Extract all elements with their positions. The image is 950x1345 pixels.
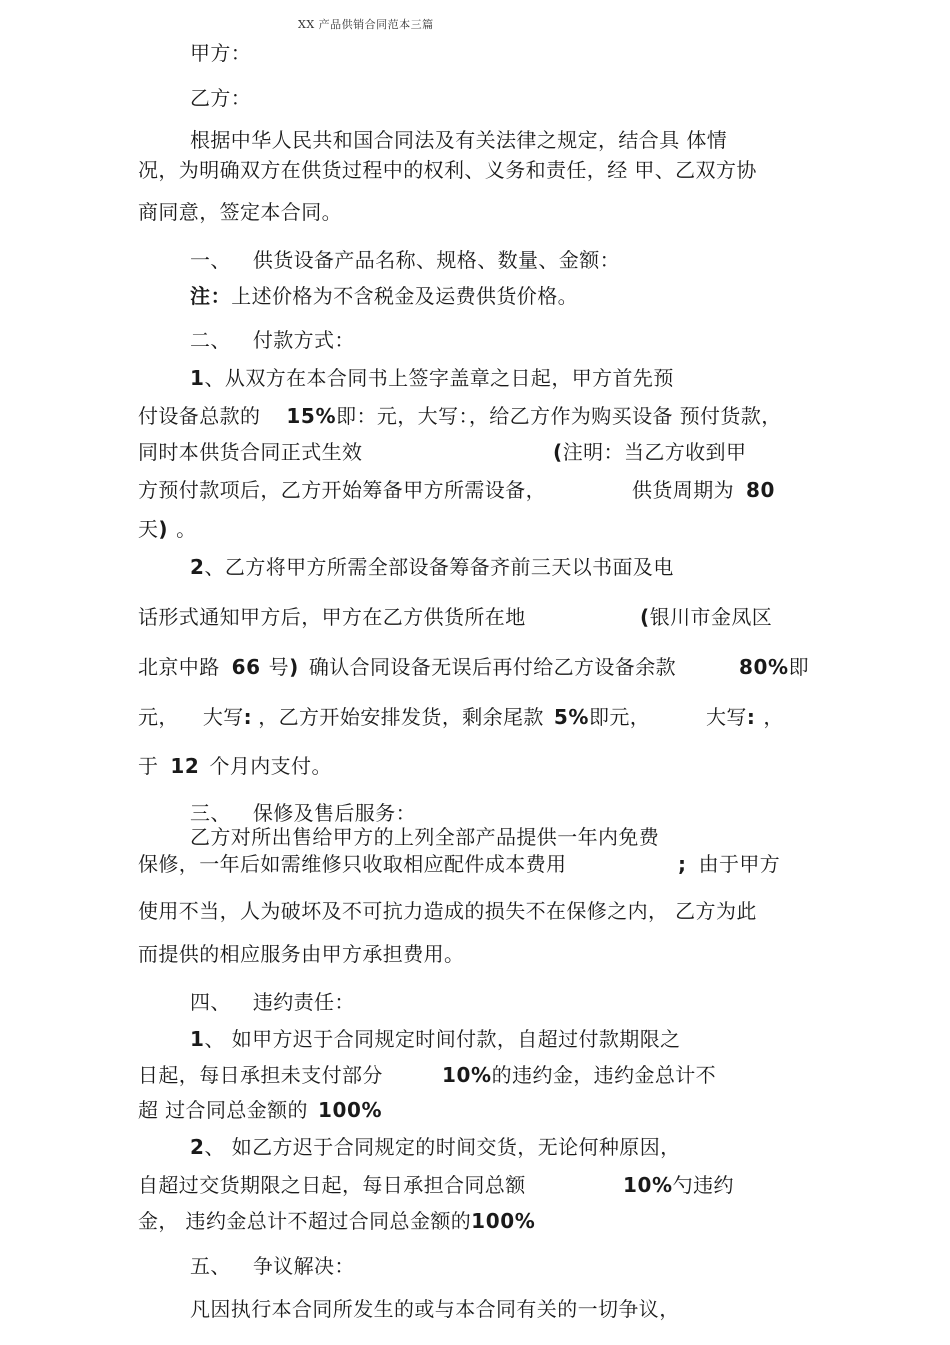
percent-value: 15% bbox=[286, 404, 337, 428]
breach-item-1-line-3 bbox=[138, 1098, 382, 1122]
street-number: 66 bbox=[231, 655, 261, 679]
item-number: 2 bbox=[190, 1135, 205, 1159]
days-value: 80 bbox=[746, 478, 776, 502]
text: 保修，一年后如需维修只收取相应配件成本费用 bbox=[138, 852, 567, 876]
item-number: 2 bbox=[190, 555, 205, 579]
breach-item-2-line-2 bbox=[138, 1173, 526, 1197]
text: 元， bbox=[138, 705, 179, 729]
breach-item-1-rate bbox=[442, 1063, 716, 1087]
payment-item-2-line-5 bbox=[138, 754, 332, 778]
payment-item-2-line-4 bbox=[138, 705, 650, 729]
dispute-line-1: 凡因执行本合同所发生的或与本合同有关的一切争议， bbox=[190, 1297, 680, 1321]
percent-value: 10% bbox=[442, 1063, 492, 1087]
section-2-heading bbox=[190, 328, 355, 352]
warranty-line-2-tail bbox=[678, 852, 780, 876]
text: 、从双方在本合同书上签字盖章之日起，甲方首先预 bbox=[204, 366, 674, 390]
section-title: 供货设备产品名称、规格、数量、金额： bbox=[252, 248, 621, 272]
section-number: 五、 bbox=[190, 1254, 231, 1278]
page-header: XX 产品供销合同范本三篇 bbox=[298, 18, 434, 31]
colon: : bbox=[746, 705, 756, 729]
payment-item-1-line-4 bbox=[138, 478, 546, 502]
section-4-heading bbox=[190, 990, 355, 1014]
text: 确认合同设备无误后再付给乙方设备余款 bbox=[308, 655, 677, 679]
section-title: 付款方式： bbox=[252, 328, 355, 352]
text: 大写 bbox=[706, 705, 747, 729]
text: 个月内支付。 bbox=[209, 754, 332, 778]
warranty-line-1: 乙方对所出售给甲方的上列全部产品提供一年内免费 bbox=[190, 825, 660, 849]
text: 北京中路 bbox=[138, 655, 220, 679]
percent-value: 100% bbox=[471, 1209, 536, 1233]
text: 即 bbox=[788, 655, 810, 679]
text: 、 如甲方迟于合同规定时间付款，自超过付款期限之 bbox=[204, 1027, 681, 1051]
text: 即：元，大写：，给乙方作为购买设备 预付货款， bbox=[336, 404, 782, 428]
text: 号 bbox=[268, 655, 290, 679]
text: 即元， bbox=[589, 705, 651, 729]
payment-item-1-line-3 bbox=[138, 440, 362, 464]
text: 大写 bbox=[202, 705, 244, 729]
paren: ) bbox=[158, 517, 169, 541]
text: 勺违约 bbox=[672, 1173, 734, 1197]
breach-item-1-line-2 bbox=[138, 1063, 383, 1087]
percent-value: 80% bbox=[739, 655, 789, 679]
text: 于 bbox=[138, 754, 159, 778]
party-a-label: 甲方： bbox=[190, 41, 252, 65]
section-number: 二、 bbox=[190, 328, 231, 352]
text: 日起，每日承担未支付部分 bbox=[138, 1063, 383, 1087]
text: 由于甲方 bbox=[698, 852, 781, 876]
text: 超 过合同总金额的 bbox=[138, 1098, 308, 1122]
warranty-line-4: 而提供的相应服务由甲方承担费用。 bbox=[138, 942, 465, 966]
section-title: 保修及售后服务： bbox=[252, 801, 417, 825]
text: 话形式通知甲方后，甲方在乙方供货所在地 bbox=[138, 605, 526, 629]
preamble-line-3: 商同意，签定本合同。 bbox=[138, 200, 342, 224]
section-1-note bbox=[190, 284, 578, 308]
section-number: 一、 bbox=[190, 248, 231, 272]
percent-value: 5% bbox=[553, 705, 589, 729]
text: 方预付款项后，乙方开始筹备甲方所需设备， bbox=[138, 478, 546, 502]
semicolon: ; bbox=[678, 852, 687, 876]
text: 自超过交货期限之日起，每日承担合同总额 bbox=[138, 1173, 526, 1197]
note-label: 注： bbox=[190, 284, 232, 308]
colon: : bbox=[243, 705, 253, 729]
text: 、 如乙方迟于合同规定的时间交货，无论何种原因， bbox=[204, 1135, 681, 1159]
payment-item-1-line-1 bbox=[190, 366, 674, 390]
text: 银川市金凤区 bbox=[649, 605, 773, 629]
section-number: 四、 bbox=[190, 990, 231, 1014]
paren: ( bbox=[640, 605, 650, 629]
section-title: 违约责任： bbox=[252, 990, 355, 1014]
payment-item-1-supply-cycle bbox=[632, 478, 775, 502]
percent-value: 100% bbox=[317, 1098, 383, 1122]
section-1-heading bbox=[190, 248, 620, 272]
payment-item-1-note-start bbox=[553, 440, 746, 464]
percent-value: 10% bbox=[623, 1173, 673, 1197]
payment-item-2-line-3 bbox=[138, 655, 676, 679]
breach-item-2-line-3 bbox=[138, 1209, 535, 1233]
warranty-line-3: 使用不当，人为破坏及不可抗力造成的损失不在保修之内， 乙方为此 bbox=[138, 899, 757, 923]
section-title: 争议解决： bbox=[252, 1254, 355, 1278]
section-5-heading bbox=[190, 1254, 355, 1278]
item-number: 1 bbox=[190, 1027, 205, 1051]
text: 同时本供货合同正式生效 bbox=[138, 440, 363, 464]
section-3-heading bbox=[190, 801, 416, 825]
text: 、乙方将甲方所需全部设备筹备齐前三天以书面及电 bbox=[204, 555, 674, 579]
payment-item-2-line-2 bbox=[138, 605, 526, 629]
note-text: 上述价格为不含税金及运费供货价格。 bbox=[231, 284, 579, 308]
payment-item-2-location bbox=[640, 605, 772, 629]
breach-item-1-line-1 bbox=[190, 1027, 681, 1051]
paren: ( bbox=[553, 440, 563, 464]
payment-item-2-balance-percent bbox=[739, 655, 809, 679]
breach-item-2-rate bbox=[623, 1173, 734, 1197]
payment-item-2-capital-amount bbox=[706, 705, 784, 729]
paren: ) bbox=[289, 655, 299, 679]
text: 金， 违约金总计不超过合同总金额的 bbox=[138, 1209, 472, 1233]
text: 的违约金，违约金总计不 bbox=[491, 1063, 717, 1087]
text: 。 bbox=[176, 517, 197, 541]
preamble-line-2: 况，为明确双方在供货过程中的权利、义务和责任，经 甲、乙双方协 bbox=[138, 158, 757, 182]
text: ， bbox=[763, 705, 784, 729]
section-number: 三、 bbox=[190, 801, 231, 825]
preamble-line-1: 根据中华人民共和国合同法及有关法律之规定，结合具 体情 bbox=[190, 128, 728, 152]
payment-item-1-line-5 bbox=[138, 517, 197, 541]
text: 天 bbox=[138, 517, 159, 541]
text: ，乙方开始安排发货，剩余尾款 bbox=[258, 705, 544, 729]
text: 注明：当乙方收到甲 bbox=[562, 440, 747, 464]
months-value: 12 bbox=[170, 754, 200, 778]
text: 付设备总款的 bbox=[138, 404, 261, 428]
text: 供货周期为 bbox=[632, 478, 734, 502]
breach-item-2-line-1 bbox=[190, 1135, 681, 1159]
item-number: 1 bbox=[190, 366, 205, 390]
party-b-label: 乙方： bbox=[190, 86, 252, 110]
payment-item-2-line-1 bbox=[190, 555, 674, 579]
payment-item-1-line-2 bbox=[138, 404, 782, 428]
warranty-line-2 bbox=[138, 852, 566, 876]
